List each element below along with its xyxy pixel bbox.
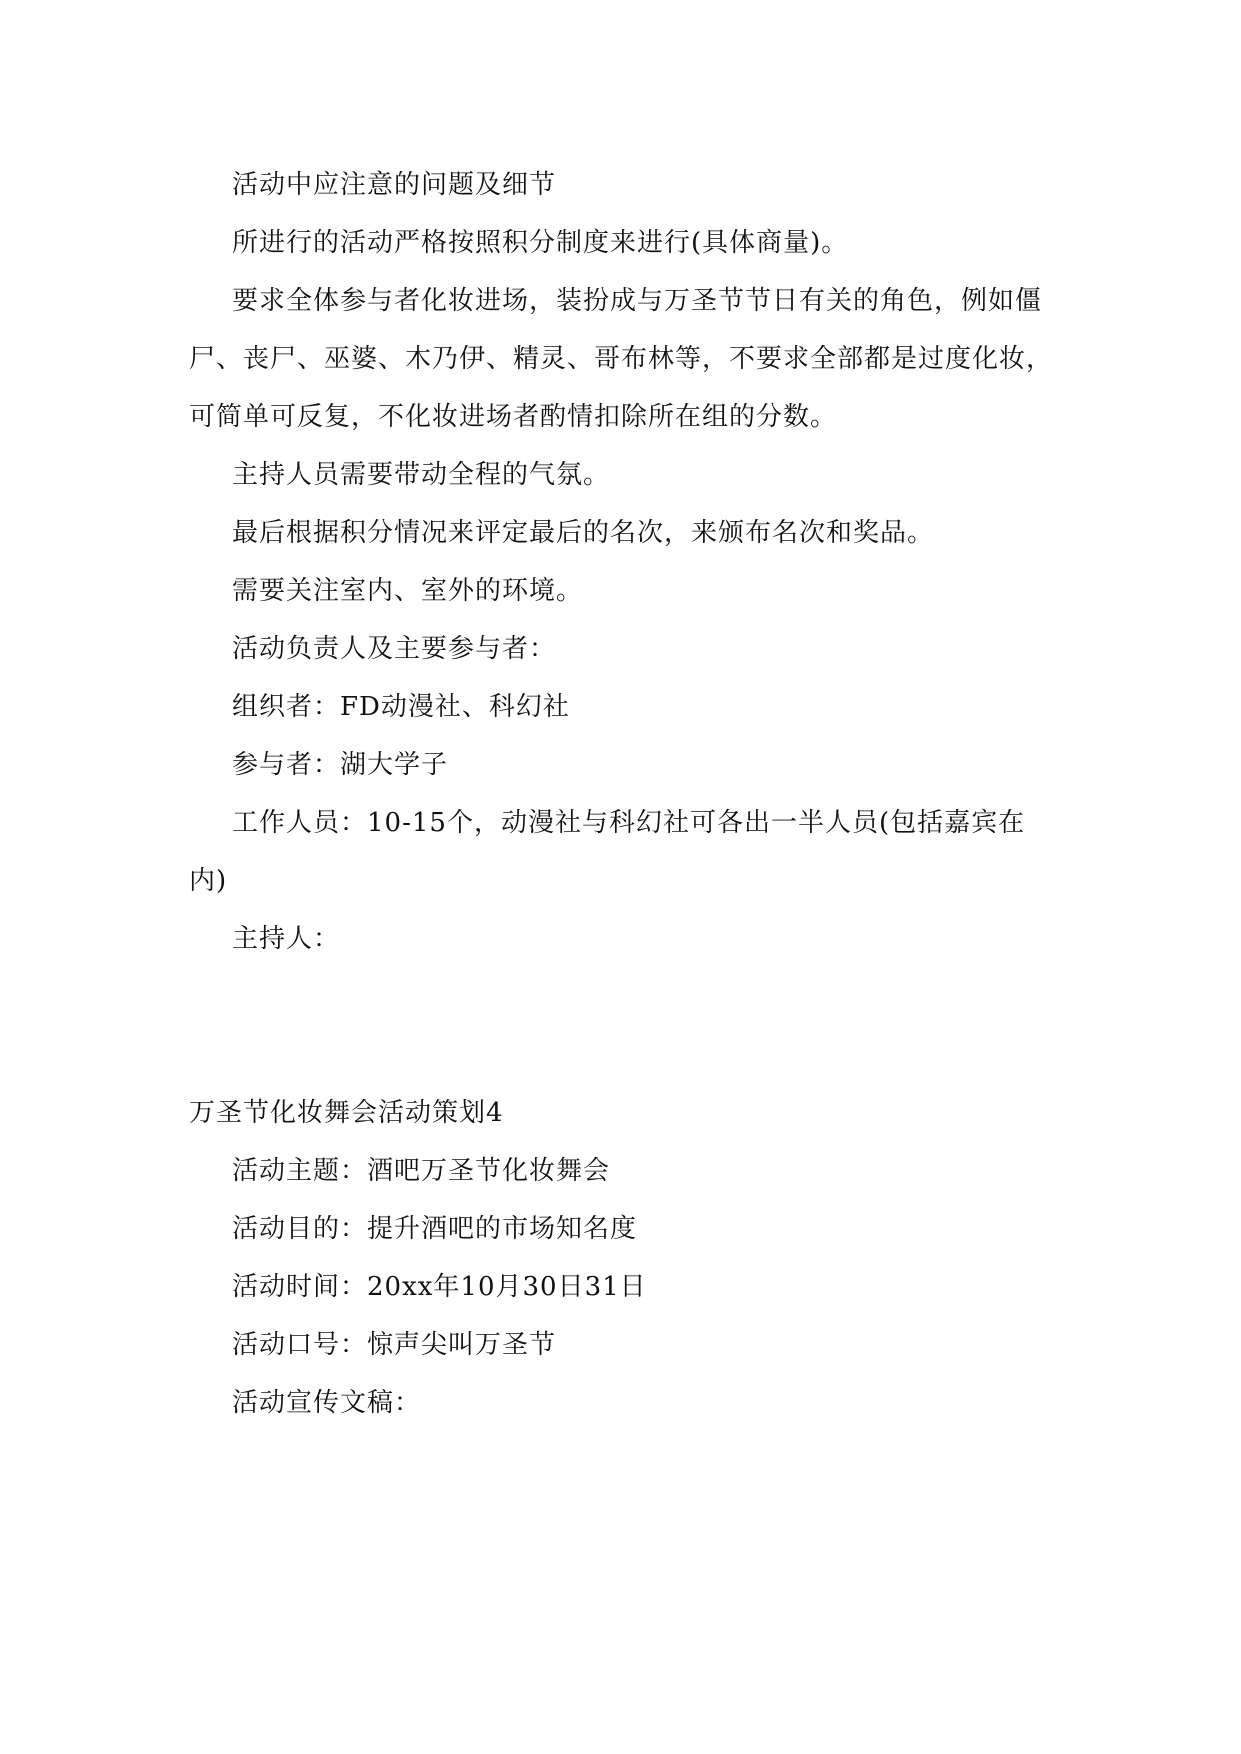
document-body [189,156,1059,1432]
plan4-purpose: 活动目的：提升酒吧的市场知名度 [232,1214,638,1244]
people-participants: 参与者：湖大学子 [232,750,449,780]
plan4-time: 活动时间：20xx年10月30日31日 [232,1272,647,1302]
notes-heading: 活动中应注意的问题及细节 [232,170,557,200]
notes-paragraph-scoring: 所进行的活动严格按照积分制度来进行(具体商量)。 [232,228,849,258]
notes-paragraph-host-atmosphere: 主持人员需要带动全程的气氛。 [232,460,611,490]
plan4-theme: 活动主题：酒吧万圣节化妆舞会 [232,1156,611,1186]
notes-paragraph-ranking: 最后根据积分情况来评定最后的名次，来颁布名次和奖品。 [232,518,935,548]
people-organizer: 组织者：FD动漫社、科幻社 [232,692,570,722]
people-staff: 工作人员：10-15个，动漫社与科幻社可各出一半人员(包括嘉宾在内) [189,808,1026,896]
section-spacer [189,968,1059,1084]
notes-paragraph-environment: 需要关注室内、室外的环境。 [232,576,584,606]
people-host: 主持人： [232,924,341,954]
plan4-promo: 活动宣传文稿： [232,1388,422,1418]
plan4-slogan: 活动口号：惊声尖叫万圣节 [232,1330,557,1360]
plan4-title: 万圣节化妆舞会活动策划4 [189,1098,504,1128]
notes-paragraph-costume: 要求全体参与者化妆进场，装扮成与万圣节节日有关的角色，例如僵尸、丧尸、巫婆、木乃伊、精灵、哥布林等，不要求全部都是过度化妆，可简单可反复，不化妆进场者酌情扣除所在组的分数。 [189,286,1054,432]
people-heading: 活动负责人及主要参与者： [232,634,557,664]
